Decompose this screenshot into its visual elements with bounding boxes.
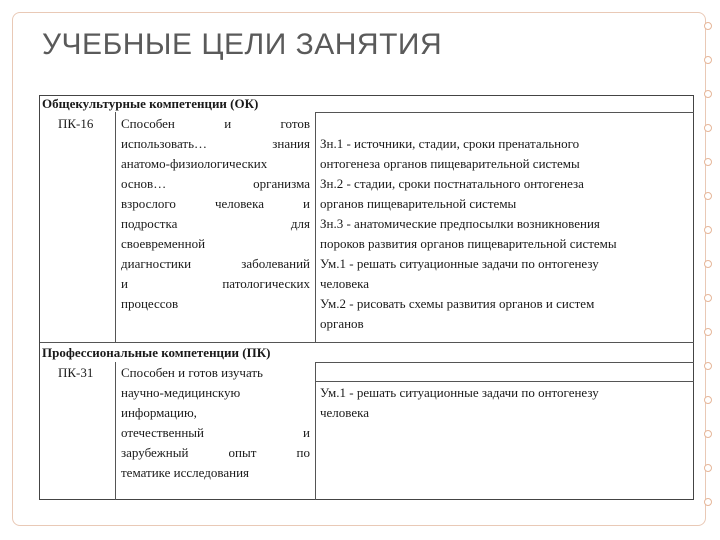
goal-line: Ум.1 - решать ситуационные задачи по онтогенезу xyxy=(320,256,599,271)
column-divider xyxy=(115,112,116,342)
goal-line: Ум.1 - решать ситуационные задачи по онтогенезу xyxy=(320,385,599,400)
desc-line: и патологических xyxy=(121,276,310,291)
dot-icon xyxy=(704,226,712,234)
desc-line: зарубежный опыт по xyxy=(121,445,310,460)
ok-competency-code: ПК-16 xyxy=(58,116,94,131)
row-divider xyxy=(315,112,694,113)
desc-line: Способен и готов изучать xyxy=(121,365,263,380)
goal-line: Ум.2 - рисовать схемы развития органов и систем xyxy=(320,296,595,311)
dot-icon xyxy=(704,22,712,30)
column-divider xyxy=(315,362,316,500)
pk-section-heading: Профессиональные компетенции (ПК) xyxy=(42,345,271,360)
decorative-dots xyxy=(700,0,714,540)
dot-icon xyxy=(704,56,712,64)
dot-icon xyxy=(704,396,712,404)
goal-line: Зн.2 - стадии, сроки постнатального онтогенеза xyxy=(320,176,584,191)
dot-icon xyxy=(704,124,712,132)
dot-icon xyxy=(704,362,712,370)
goal-line: пороков развития органов пищеварительной системы xyxy=(320,236,617,251)
goal-line: Зн.3 - анатомические предпосылки возникновения xyxy=(320,216,600,231)
goal-line: Зн.1 - источники, стадии, сроки пренатального xyxy=(320,136,580,151)
desc-line: подростка для xyxy=(121,216,310,231)
goal-line: человека xyxy=(320,276,370,291)
dot-icon xyxy=(704,192,712,200)
goal-line: онтогенеза органов пищеварительной системы xyxy=(320,156,580,171)
dot-icon xyxy=(704,158,712,166)
desc-line: взрослого человека и xyxy=(121,196,310,211)
goal-line: органов xyxy=(320,316,364,331)
dot-icon xyxy=(704,328,712,336)
desc-line: научно-медицинскую xyxy=(121,385,241,400)
goal-line: человека xyxy=(320,405,370,420)
desc-line: основ… организма xyxy=(121,176,310,191)
dot-icon xyxy=(704,430,712,438)
goal-line: органов пищеварительной системы xyxy=(320,196,517,211)
dot-icon xyxy=(704,498,712,506)
desc-line: использовать… знания xyxy=(121,136,310,151)
dot-icon xyxy=(704,90,712,98)
desc-line: Способен и готов xyxy=(121,116,310,131)
competencies-table xyxy=(39,95,694,500)
desc-line: информацию, xyxy=(121,405,197,420)
desc-line: отечественный и xyxy=(121,425,310,440)
ok-section-heading: Общекультурные компетенции (ОК) xyxy=(42,96,259,111)
desc-line: своевременной xyxy=(121,236,206,251)
row-divider xyxy=(315,362,694,363)
dot-icon xyxy=(704,294,712,302)
desc-line: анатомо-физиологических xyxy=(121,156,268,171)
desc-line: диагностики заболеваний xyxy=(121,256,310,271)
desc-line: процессов xyxy=(121,296,179,311)
dot-icon xyxy=(704,464,712,472)
desc-line: тематике исследования xyxy=(121,465,250,480)
page-title: УЧЕБНЫЕ ЦЕЛИ ЗАНЯТИЯ xyxy=(42,28,443,61)
dot-icon xyxy=(704,260,712,268)
column-divider xyxy=(115,362,116,500)
row-divider xyxy=(315,381,694,382)
column-divider xyxy=(315,112,316,342)
pk-competency-code: ПК-31 xyxy=(58,365,94,380)
